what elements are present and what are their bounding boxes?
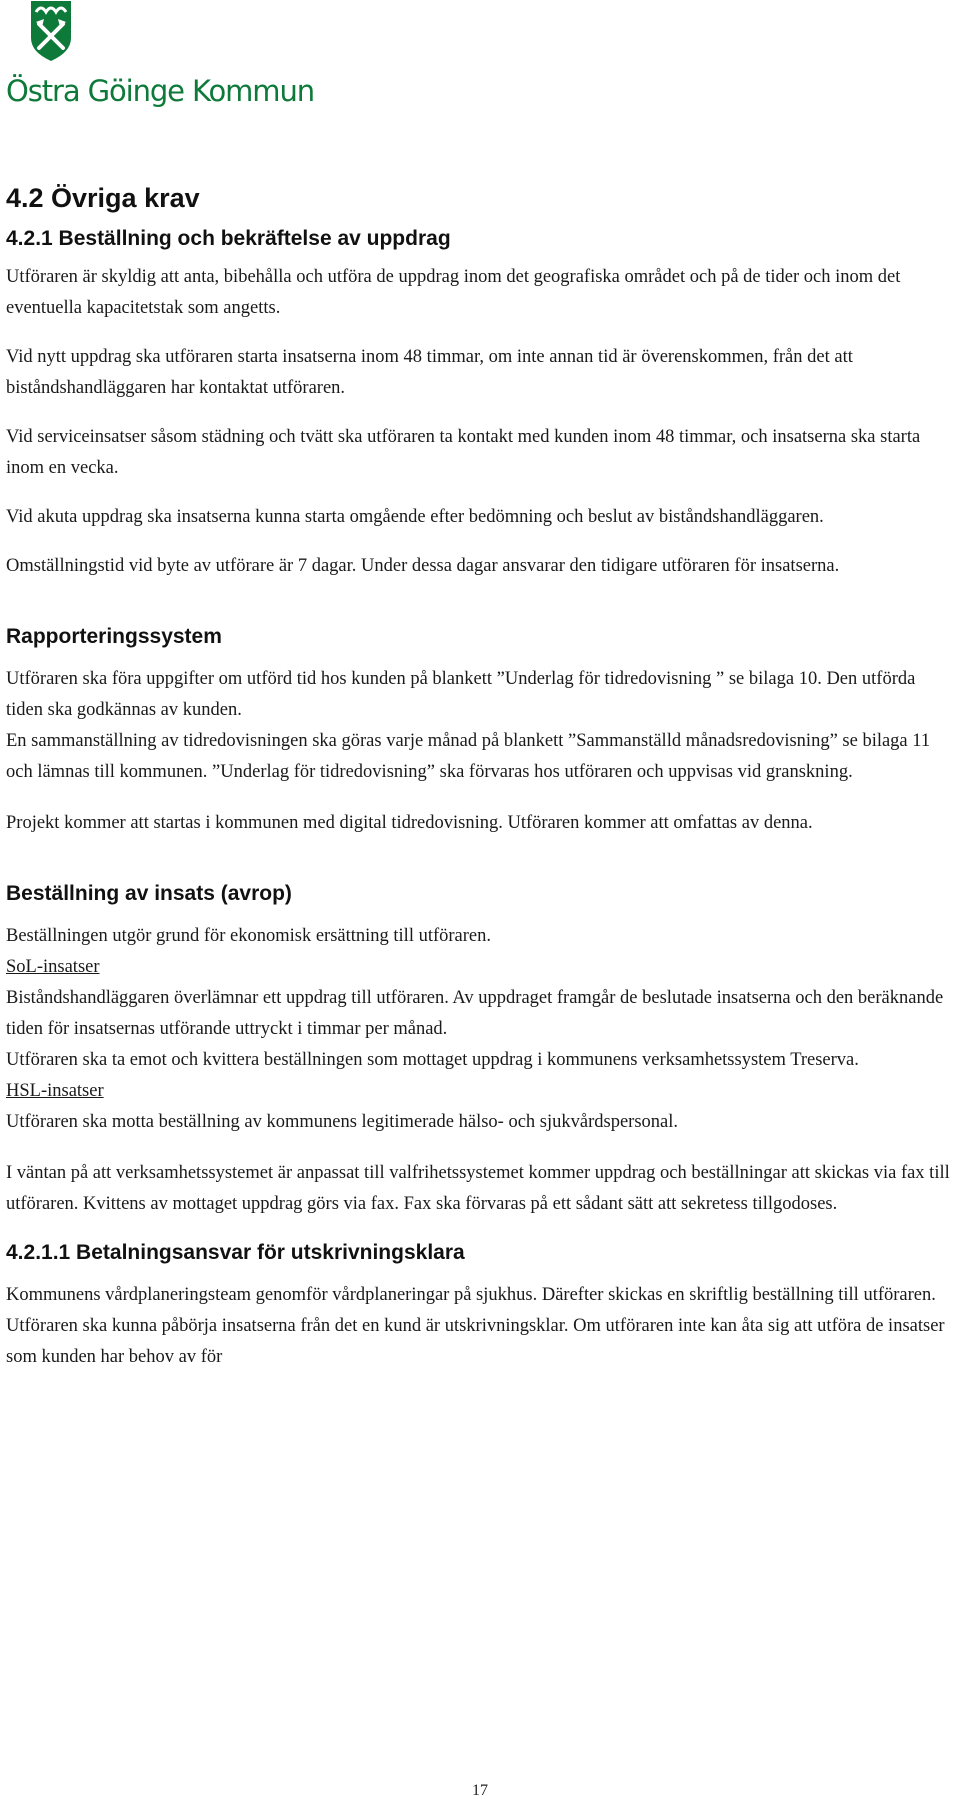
paragraph-monthly-summary: En sammanställning av tidredovisningen ska göras varje månad på blankett ”Sammanställd månadsredovisning” se bilaga 11 och lämnas till kommunen. ”Underlag för tidredovisning” ska förvaras hos utföraren och uppvisas vid granskning. <box>6 731 931 782</box>
coat-of-arms-icon <box>30 0 72 62</box>
paragraph-service-efforts: Vid serviceinsatser såsom städning och tvätt ska utföraren ta kontakt med kunden inom 48 timmar, och insatserna ska starta inom en vecka. <box>6 427 921 478</box>
heading-reporting-system: Rapporteringssystem <box>6 625 222 648</box>
paragraph-obligation: Utföraren är skyldig att anta, bibehålla och utföra de uppdrag inom det geografiska området och på de tider och inom det eventuella kapacitetstak som angetts. <box>6 267 901 318</box>
paragraph-discharge-planning: Kommunens vårdplaneringsteam genomför vårdplaneringar på sjukhus. Därefter skickas en skriftlig beställning till utföraren. Utföraren ska kunna påbörja insatserna från det en kund är utskrivningsklar. Om utföraren inte kan åta sig att utföra de insatser som kunden har behov av för <box>6 1285 945 1367</box>
municipality-logo <box>6 0 315 115</box>
paragraph-new-assignment: Vid nytt uppdrag ska utföraren starta insatserna inom 48 timmar, om inte annan tid är överenskommen, från det att biståndshandläggaren har kontaktat utföraren. <box>6 347 853 398</box>
section-heading-4-2: 4.2 Övriga krav <box>6 183 200 213</box>
org-name: Östra Göinge Kommun <box>6 74 315 108</box>
paragraph-order-basis: Beställningen utgör grund för ekonomisk ersättning till utföraren. <box>6 926 492 946</box>
document-body <box>6 182 956 1391</box>
paragraph-time-reporting: Utföraren ska föra uppgifter om utförd tid hos kunden på blankett ”Underlag för tidredovisning ” se bilaga 10. Den utförda tiden ska godkännas av kunden. <box>6 669 916 720</box>
label-hsl-insatser: HSL-insatser <box>6 1081 104 1101</box>
heading-order-of-effort: Beställning av insats (avrop) <box>6 882 292 905</box>
paragraph-hsl-order: Utföraren ska motta beställning av kommunens legitimerade hälso- och sjukvårdspersonal. <box>6 1112 678 1132</box>
paragraph-urgent-assignment: Vid akuta uppdrag ska insatserna kunna starta omgående efter bedömning och beslut av biståndshandläggaren. <box>6 507 824 527</box>
section-heading-4-2-1: 4.2.1 Beställning och bekräftelse av uppdrag <box>6 227 451 250</box>
page-number: 17 <box>472 1782 488 1799</box>
label-sol-insatser: SoL-insatser <box>6 957 100 977</box>
paragraph-sol-assignment: Biståndshandläggaren överlämnar ett uppdrag till utföraren. Av uppdraget framgår de beslutade insatserna och den beräknande tiden för insatsernas utförande uttryckt i timmar per månad. <box>6 988 944 1039</box>
paragraph-sol-treserva: Utföraren ska ta emot och kvittera beställningen som mottaget uppdrag i kommunens verksamhetssystem Treserva. <box>6 1050 859 1070</box>
section-heading-4-2-1-1: 4.2.1.1 Betalningsansvar för utskrivningsklara <box>6 1241 465 1264</box>
paragraph-fax-orders: I väntan på att verksamhetssystemet är anpassat till valfrihetssystemet kommer uppdrag och beställningar att skickas via fax till utföraren. Kvittens av mottaget uppdrag görs via fax. Fax ska förvaras på ett sådant sätt att sekretess tillgodoses. <box>6 1163 950 1214</box>
paragraph-digital-project: Projekt kommer att startas i kommunen med digital tidredovisning. Utföraren kommer att omfattas av denna. <box>6 813 813 833</box>
paragraph-transition-time: Omställningstid vid byte av utförare är 7 dagar. Under dessa dagar ansvarar den tidigare utföraren för insatserna. <box>6 556 840 576</box>
